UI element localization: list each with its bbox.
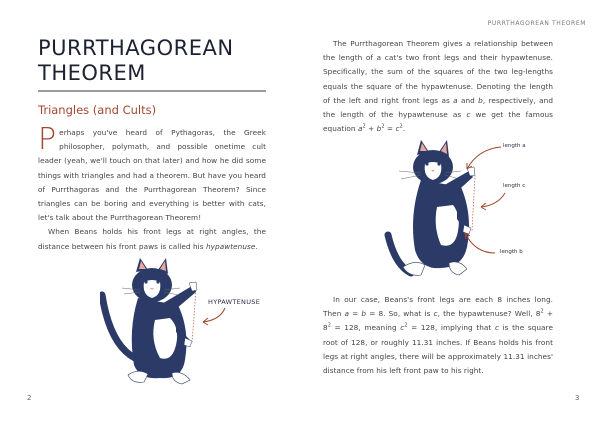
drop-cap: P bbox=[38, 122, 57, 157]
tuxedo-cat-icon bbox=[100, 250, 270, 400]
page-number-left: 2 bbox=[27, 394, 32, 402]
hypawtenuse-paragraph: When Beans holds his front legs at right angles, the distance between his front paws is called his hypawtenuse. bbox=[38, 227, 266, 251]
cat-hypawtenuse-illustration bbox=[100, 250, 270, 400]
length-b-label: length b bbox=[500, 249, 523, 255]
example-paragraph: In our case, Beans's front legs are each 8 inches long. Then a = b = 8. So, what is c, the hypawtenuse? Well, $8^2 + 8^2 = 128$, meaning $c^2 = 128$, implying that c is the square root of 128, or roughly 11.31 inches. If Beans holds his front legs at right angles, there will be approximately 11.31 inches' distance from his left front paw to his right. bbox=[323, 295, 554, 376]
chapter-title: PURRTHAGOREAN THEOREM bbox=[38, 36, 266, 92]
running-head: PURRTHAGOREAN THEOREM bbox=[487, 20, 586, 27]
section-heading: Triangles (and Cults) bbox=[38, 103, 157, 117]
length-c-label: length c bbox=[503, 183, 526, 189]
hypawtenuse-label: HYPAWTENUSE bbox=[208, 298, 261, 306]
page-number-right: 3 bbox=[575, 394, 580, 402]
equation: $a^2 + b^2 = c^2$ bbox=[357, 123, 403, 134]
hypawtenuse-term: hypawtenuse bbox=[205, 241, 256, 251]
cat-legs-illustration bbox=[383, 135, 583, 285]
length-a-label: length a bbox=[503, 143, 526, 149]
right-page bbox=[303, 0, 606, 424]
theorem-paragraph: The Purrthagorean Theorem gives a relationship between the length of a cat's two front legs and their hypawtenuse. Specifically, the sum of the squares of the two leg-lengths equals the square of the hypawtenuse. Denoting the length of the left and right front legs as a and b, respectively, and the length of the hypawtenuse as c we get the famous equation $a^2 + b^2 = c^2$. bbox=[323, 39, 553, 134]
tuxedo-cat-icon bbox=[383, 135, 583, 285]
left-body-text bbox=[38, 122, 266, 254]
intro-paragraph: Perhaps you've heard of Pythagoras, the Greek philosopher, polymath, and possible onetime cult leader (yeah, we'll touch on that later) and how he did some things with triangles and had a theorem. But have you heard of Purrthagoras and the Purrthagorean Theorem? Since triangles can be boring and everything is better with cats, let's talk about the Purrthagorean Theorem! bbox=[38, 122, 266, 223]
